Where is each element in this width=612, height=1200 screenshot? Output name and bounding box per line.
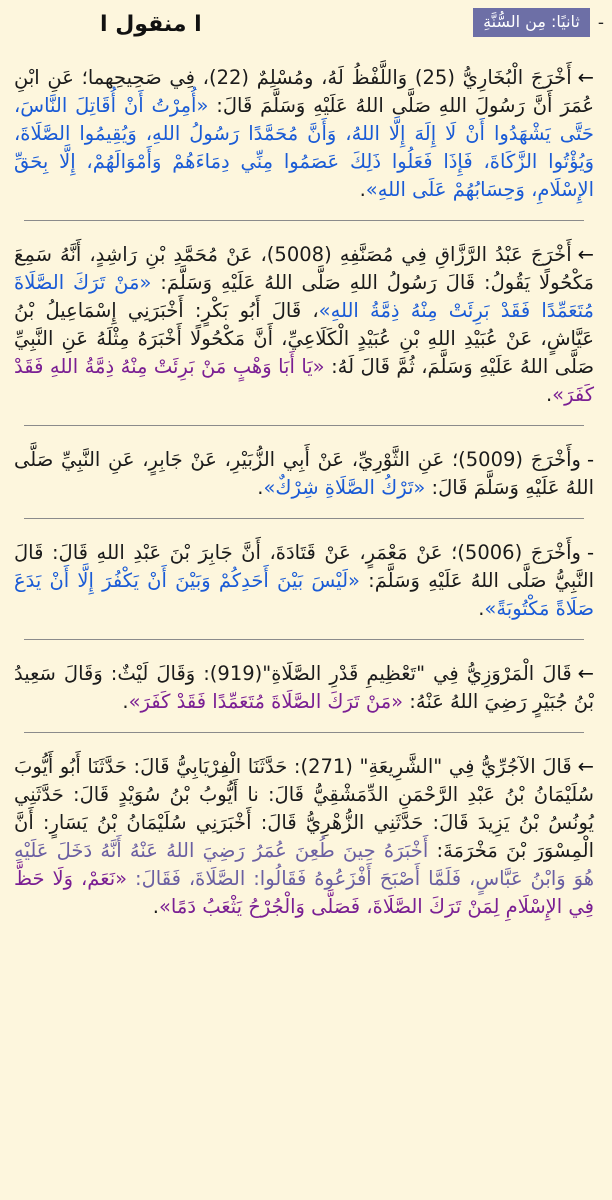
narration-text: . <box>359 178 366 201</box>
section-label <box>473 8 604 37</box>
quote-text: «لَيْسَ بَيْنَ أَحَدِكُمْ وَبَيْنَ أَنْ يَكْفُرَ إِلَّا أَنْ يَدَعَ صَلَاةً مَكْتُوبَةً» <box>14 569 594 620</box>
narration-text: وأَخْرَجَ (5009)؛ عَنِ الثَّوْرِيِّ، عَنْ أَبِي الزُّبَيْرِ، عَنْ جَابِرٍ، عَنِ النَّبِيِّ صَلَّى اللهُ عَلَيْهِ وَسَلَّمَ قَالَ: <box>14 448 594 499</box>
section-divider <box>24 425 584 426</box>
hadith-entry <box>14 660 594 716</box>
section-divider <box>24 220 584 221</box>
quote-text: «أُمِرْتُ أَنْ أُقَاتِلَ النَّاسَ، حَتَّى يَشْهَدُوا أَنْ لَا إِلَهَ إِلَّا اللهُ، وَأَنَّ مُحَمَّدًا رَسُولُ اللهِ، وَيُقِيمُوا الصَّلَاةَ، وَيُؤْتُوا الزَّكَاةَ، فَإِذَا فَعَلُوا ذَلِكَ عَصَمُوا مِنِّي دِمَاءَهُمْ وَأَمْوَالَهُمْ، إِلَّا بِحَقِّ الإِسْلَامِ، وَحِسَابُهُمْ عَلَى اللهِ» <box>14 94 594 201</box>
narration-text: . <box>257 476 264 499</box>
hadith-entry <box>14 753 594 921</box>
hadith-entry <box>14 64 594 204</box>
arrow-left-icon: ← <box>577 755 594 778</box>
arrow-left-icon: ← <box>577 243 594 266</box>
narration-text: . <box>152 895 159 918</box>
page-header <box>10 8 604 42</box>
narration-text: . <box>122 690 129 713</box>
quote-text: «مَنْ تَرَكَ الصَّلَاةَ مُتَعَمِّدًا فَقَدْ بَرِئَتْ مِنْهُ ذِمَّةُ اللهِ» <box>14 271 595 322</box>
quote-text: «نَعَمْ، وَلَا حَظَّ فِي الإِسْلَامِ لِمَنْ تَرَكَ الصَّلَاةَ، فَصَلَّى وَالْجُرْحُ يَثْعَبُ دَمًا» <box>14 867 594 918</box>
section-divider <box>24 518 584 519</box>
section-prefix: - <box>597 12 604 33</box>
section-badge: ثانيًا: مِن السُّنَّةِ <box>473 8 590 37</box>
arrow-left-icon: ← <box>577 662 594 685</box>
section-divider <box>24 732 584 733</box>
dash-marker: - <box>586 541 594 564</box>
narration-text: قَالَ الْمَرْوَزِيُّ فِي "تَعْظِيمِ قَدْرِ الصَّلَاةِ"(919): وَقَالَ لَيْثٌ: وَقَالَ سَعِيدُ بْنُ جُبَيْرٍ رَضِيَ اللهُ عَنْهُ: <box>14 662 594 713</box>
quote-text: أَخْبَرَهُ حِينَ طُعِنَ عُمَرُ رَضِيَ اللهُ عَنْهُ أَنَّهُ دَخَلَ عَلَيْهِ هُوَ وَابْنُ عَبَّاسٍ، فَلَمَّا أَصْبَحَ أَفْزَعُوهُ فَقَالُوا: الصَّلَاةَ، فَقَالَ: <box>14 839 594 890</box>
narration-text: أَخْرَجَ عَبْدُ الرَّزَّاقِ فِي مُصَنَّفِهِ (5008)، عَنْ مُحَمَّدِ بْنِ رَاشِدٍ، أَنَّهُ سَمِعَ مَكْحُولًا يَقُولُ: قَالَ رَسُولُ اللهِ صَلَّى اللهُ عَلَيْهِ وَسَلَّمَ: <box>14 243 595 294</box>
hadith-entry <box>14 539 594 623</box>
narration-text: أَخْرَجَ الْبُخَارِيُّ (25) وَاللَّفْظُ لَهُ، ومُسْلِمٌ (22)، فِي صَحِيحِهما؛ عَنِ ابْنِ عُمَرَ أَنَّ رَسُولَ اللهِ صَلَّى اللهُ عَلَيْهِ وَسَلَّمَ قَالَ: <box>14 66 594 117</box>
hadith-entry <box>14 241 594 409</box>
arrow-left-icon: ← <box>577 66 594 89</box>
dash-marker: - <box>586 448 595 471</box>
quote-text: «تَرْكُ الصَّلَاةِ شِرْكٌ» <box>263 476 426 499</box>
hadith-entries <box>14 64 594 921</box>
narration-text: . <box>545 383 553 406</box>
narration-text: قَالَ الآجُرِّيُّ فِي "الشَّرِيعَةِ" (271): حَدَّثَنَا الْفِرْيَابِيُّ قَالَ: حَدَّثَنَا أَبُو أَيُّوبَ سُلَيْمَانُ بْنُ عَبْدِ الرَّحْمَنِ الدِّمَشْقِيُّ قَالَ: نا أَيُّوبُ بْنُ سُوَيْدٍ قَالَ: حَدَّثَنِي يُونُسُ بْنُ يَزِيدَ قَالَ: حَدَّثَنِي الزُّهْرِيُّ قَالَ: أَخْبَرَنِي سُلَيْمَانُ بْنُ يَسَارٍ: أَنَّ الْمِسْوَرَ بْنَ مَخْرَمَةَ: <box>14 755 595 862</box>
section-divider <box>24 639 584 640</box>
page-title: ا منقول ا <box>100 12 202 37</box>
quote-text: «يَا أَبَا وَهْبٍ مَنْ بَرِئَتْ مِنْهُ ذِمَّةُ اللهِ فَقَدْ كَفَرَ» <box>14 355 594 406</box>
narration-text: . <box>478 597 485 620</box>
quote-text: «مَنْ تَرَكَ الصَّلَاةَ مُتَعَمِّدًا فَقَدْ كَفَرَ» <box>128 690 404 713</box>
narration-text: وأَخْرَجَ (5006)؛ عَنْ مَعْمَرٍ، عَنْ قَتَادَةَ، أَنَّ جَابِرَ بْنَ عَبْدِ اللهِ قَالَ: قَالَ النَّبِيُّ صَلَّى اللهُ عَلَيْهِ وَسَلَّمَ: <box>14 541 594 592</box>
narration-text: ، قَالَ أَبُو بَكْرٍ: أَخْبَرَنِي إِسْمَاعِيلُ بْنُ عَيَّاشٍ، عَنْ عُبَيْدِ اللهِ بْنِ عُبَيْدٍ الْكَلَاعِيِّ، أَنَّ مَكْحُولًا أَخْبَرَهُ مِثْلَهُ عَنِ النَّبِيِّ صَلَّى اللهُ عَلَيْهِ وَسَلَّمَ، ثُمَّ قَالَ لَهُ: <box>14 299 594 378</box>
hadith-entry <box>14 446 594 502</box>
